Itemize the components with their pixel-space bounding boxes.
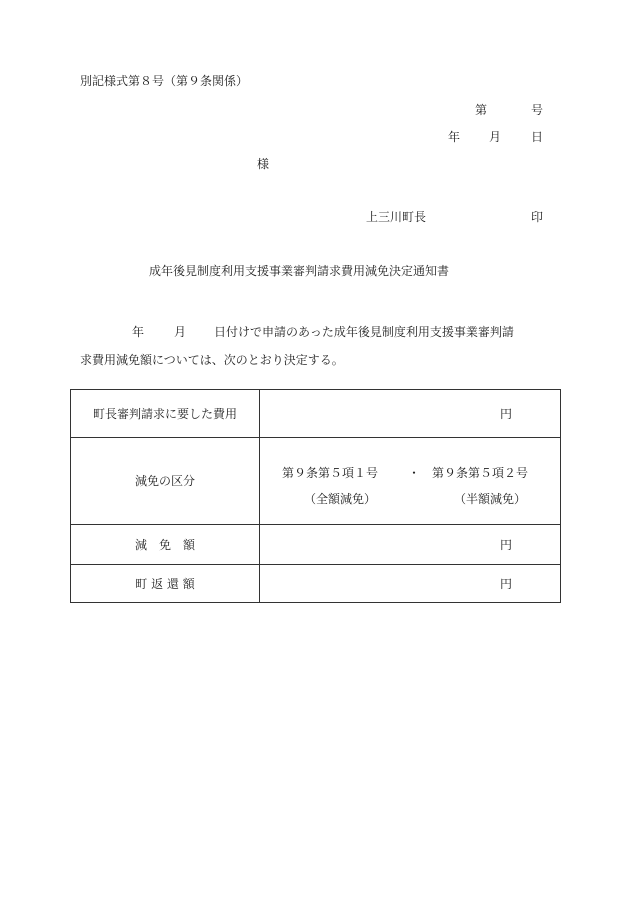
category-option-2-note: （半額減免） — [454, 492, 527, 506]
category-option-1: 第９条第５項１号 — [282, 466, 379, 480]
category-option-1-note: （全額減免） — [304, 492, 377, 506]
body-month: 月 — [174, 325, 187, 339]
table-row — [71, 525, 561, 565]
date-day: 日 — [530, 130, 543, 144]
number-suffix: 号 — [530, 103, 543, 117]
row-value-category — [260, 438, 561, 525]
table-row — [71, 565, 561, 603]
body-line-1 — [80, 318, 560, 346]
table-row — [71, 390, 561, 438]
category-separator: ・ — [408, 466, 421, 480]
sender-name: 上三川町長 — [366, 210, 427, 224]
addressee: 様 — [257, 157, 270, 171]
row-label-refund: 町 返 還 額 — [71, 565, 260, 603]
body-paragraph — [80, 318, 560, 374]
body-line1-text: 日付けで申請のあった成年後見制度利用支援事業審判請 — [214, 325, 514, 339]
row-value-reduction: 円 — [260, 525, 561, 565]
row-label-reduction: 減 免 額 — [71, 525, 260, 565]
form-label: 別記様式第８号（第９条関係） — [80, 74, 249, 88]
decision-table — [70, 389, 561, 603]
row-value-total-cost: 円 — [260, 390, 561, 438]
row-label-total-cost: 町長審判請求に要した費用 — [71, 390, 260, 438]
date-month: 月 — [489, 130, 502, 144]
row-label-category: 減免の区分 — [71, 438, 260, 525]
row-value-refund: 円 — [260, 565, 561, 603]
body-line-2: 求費用減免額については、次のとおり決定する。 — [80, 353, 344, 367]
number-prefix: 第 — [475, 103, 488, 117]
table-row — [71, 438, 561, 525]
date-year: 年 — [448, 130, 461, 144]
seal-mark: 印 — [530, 210, 543, 224]
document-title: 成年後見制度利用支援事業審判請求費用減免決定通知書 — [149, 264, 450, 278]
body-year: 年 — [132, 325, 145, 339]
category-option-2: 第９条第５項２号 — [432, 466, 529, 480]
